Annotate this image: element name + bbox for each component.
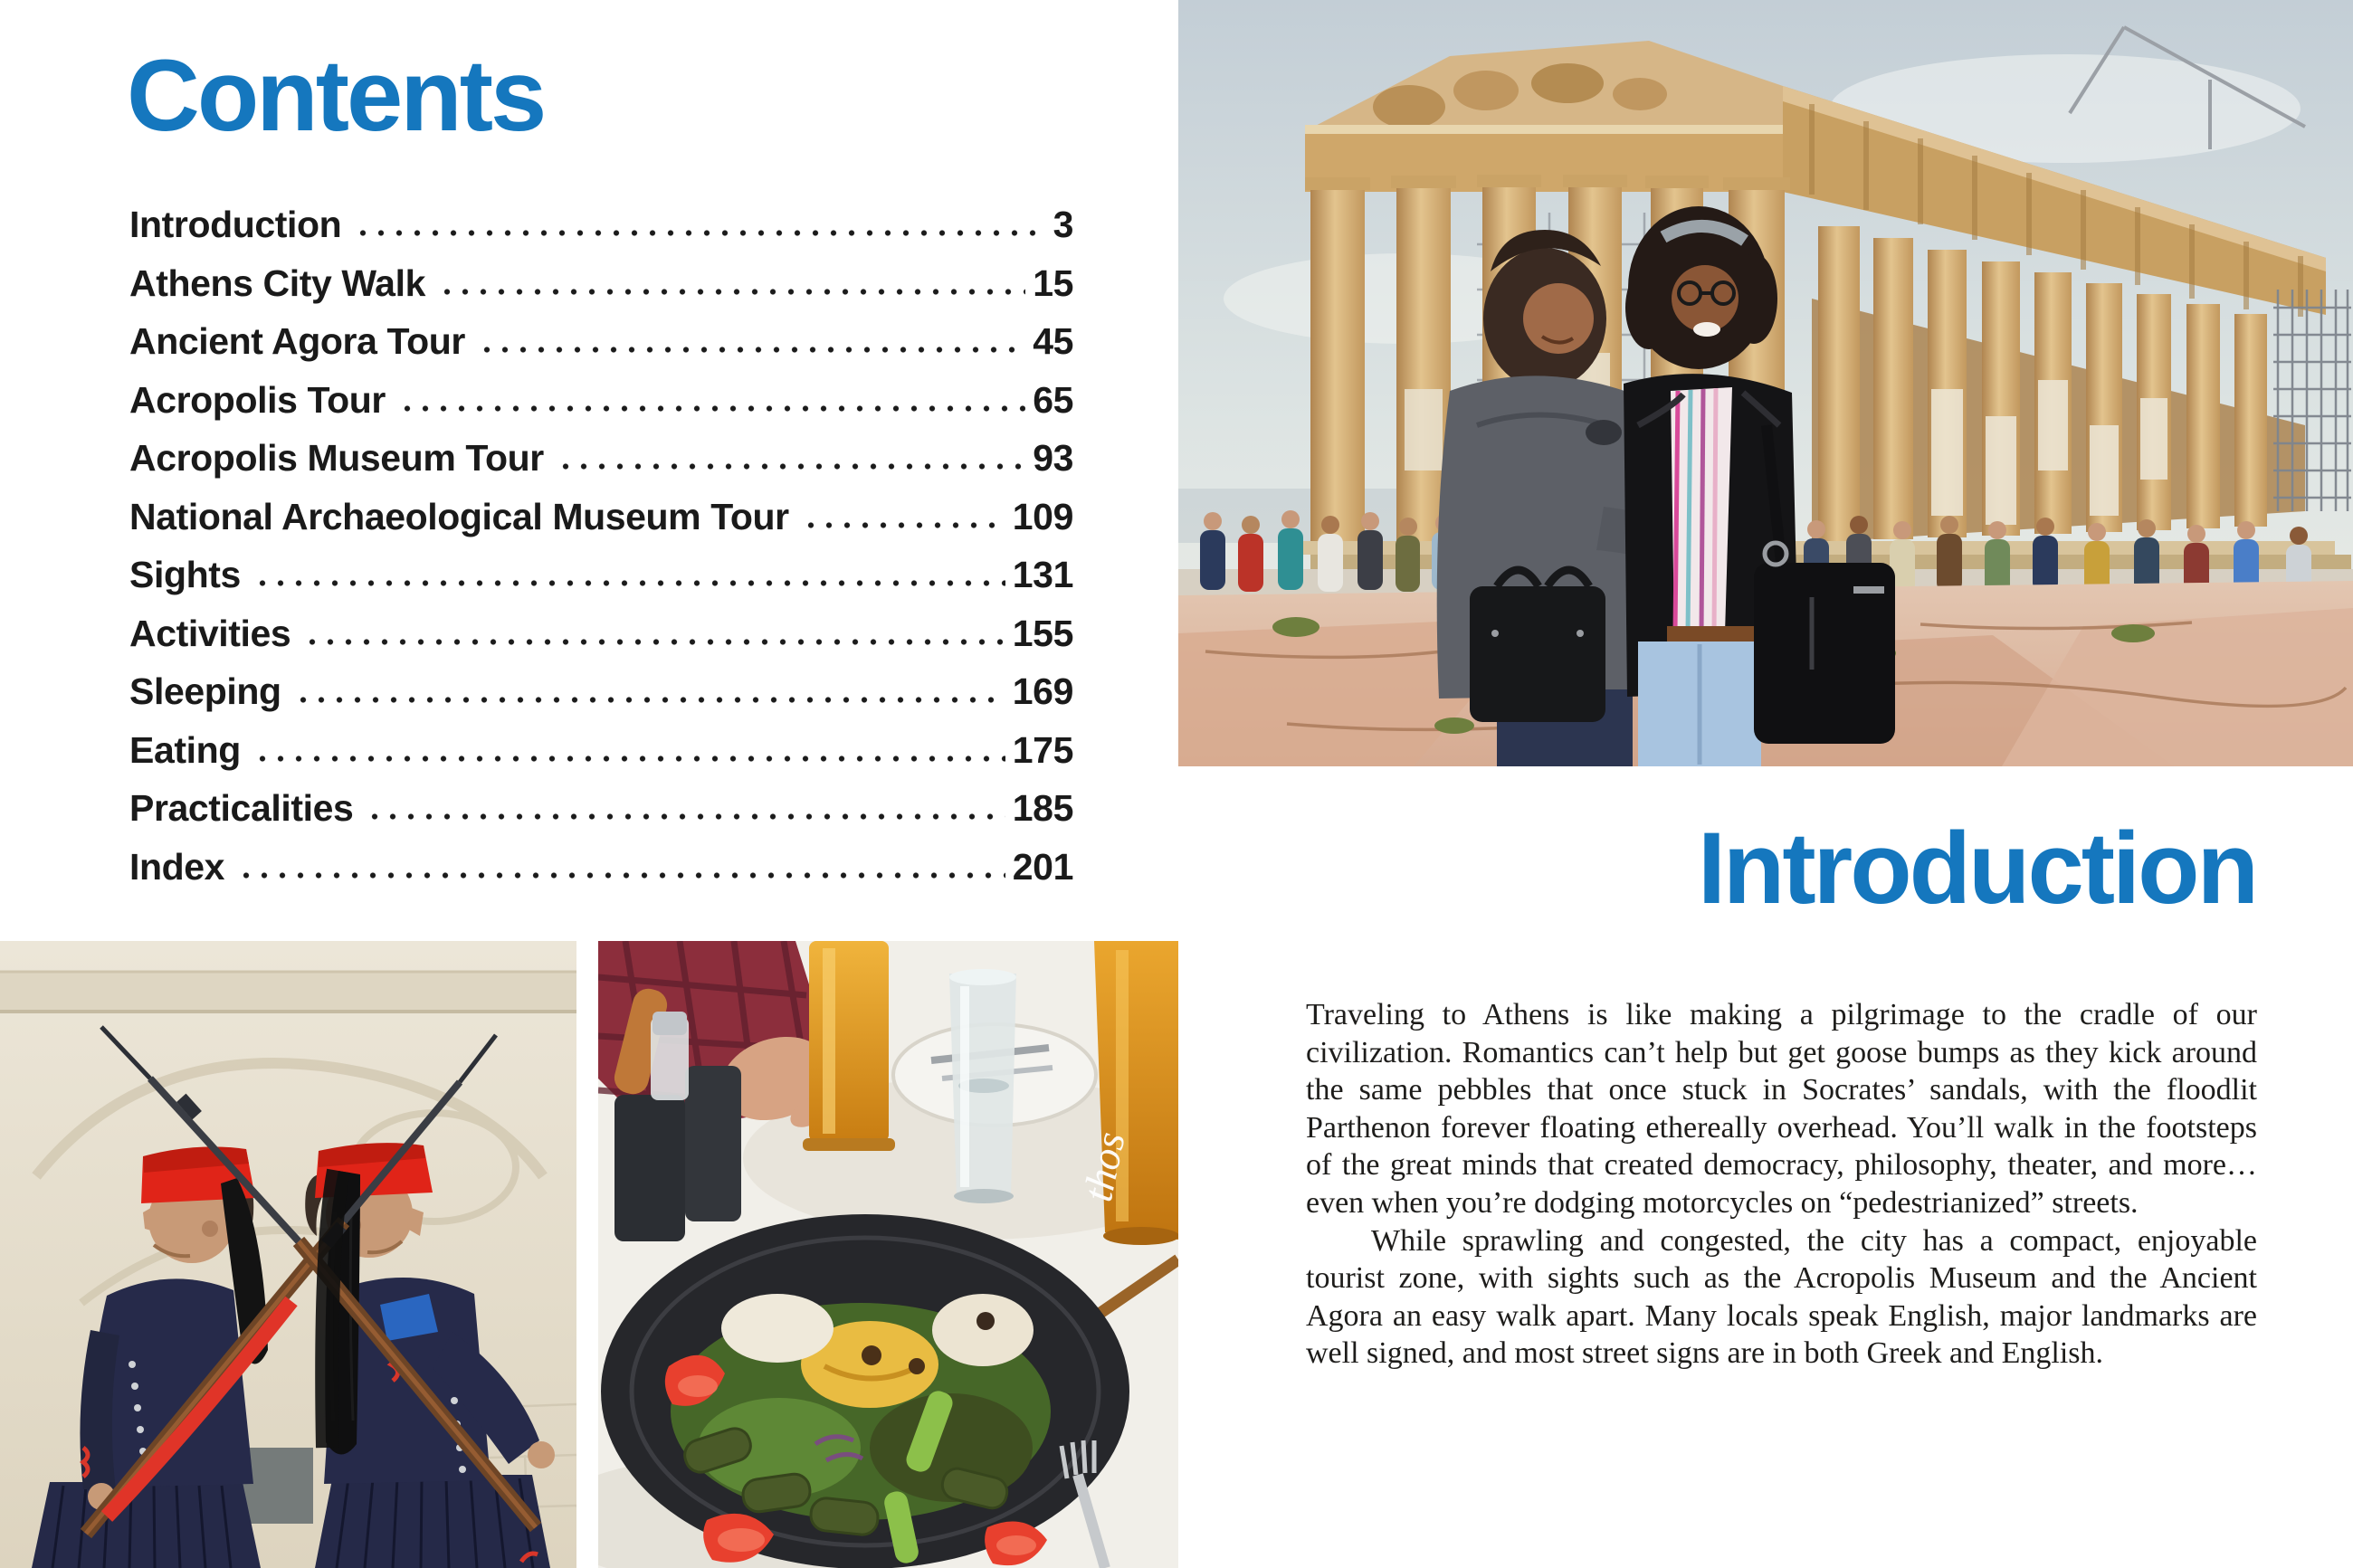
toc-label: Sleeping (129, 670, 281, 712)
toc-page-number: 3 (1053, 204, 1073, 245)
toc-page-number: 169 (1012, 670, 1073, 712)
dot-leader (352, 229, 1045, 237)
toc-row (129, 556, 1073, 594)
appetizer-plate (601, 1214, 1129, 1568)
toc-row (129, 206, 1073, 243)
toc-label: Eating (129, 728, 241, 771)
dot-leader (364, 813, 1005, 821)
dot-leader (252, 579, 1005, 587)
toc-label: Index (129, 845, 225, 888)
dot-leader (800, 521, 1005, 529)
toc-label: Acropolis Museum Tour (129, 437, 544, 479)
fez-tassel (327, 1171, 338, 1448)
dot-leader (292, 696, 1005, 704)
introduction-body (1306, 996, 2257, 1373)
toc-row (129, 787, 1073, 829)
dot-leader (396, 404, 1025, 413)
water-glass (949, 969, 1016, 1203)
parthenon-photo-art (1178, 0, 2353, 766)
toc-row (129, 612, 1073, 654)
toc-page-number: 109 (1012, 495, 1073, 537)
toc-page-number: 175 (1012, 728, 1073, 771)
dot-leader (436, 288, 1025, 296)
guards-photo (0, 941, 576, 1568)
dot-leader (555, 462, 1025, 470)
toc-row (129, 845, 1073, 888)
intro-paragraph-1: Traveling to Athens is like making a pilgrimage to the cradle of our civilization. Romantics can’t help but get goose bumps as they kick around the same pebbles that once stuck in Socrates’ sandals, with the floodlit Parthenon forever floating ethereally overhead. You’ll walk in the footsteps of the great minds that created democracy, philosophy, theater, and more…even when you’re dodging motorcycles on “pedestrianized” streets. (1306, 998, 2257, 1220)
toc-row (129, 378, 1073, 421)
toc-label: Sights (129, 554, 241, 595)
toc-label: National Archaeological Museum Tour (129, 495, 789, 537)
dot-leader (301, 638, 1005, 646)
toc-label: Ancient Agora Tour (129, 320, 465, 362)
introduction-title: Introduction (1697, 812, 2256, 925)
toc-page-number: 65 (1033, 378, 1073, 421)
toc-label: Acropolis Tour (129, 378, 386, 421)
toc-row (129, 437, 1073, 479)
toc-label: Practicalities (129, 787, 354, 829)
dot-leader (252, 755, 1005, 763)
handbag-icon (1470, 570, 1605, 722)
contents-list (129, 206, 1073, 907)
toc-row (129, 728, 1073, 771)
contents-title: Contents (127, 39, 545, 152)
beer-logo-text: thos (1073, 1127, 1134, 1206)
toc-row (129, 670, 1073, 712)
food-photo-art (598, 941, 1178, 1568)
toc-label: Activities (129, 612, 291, 654)
toc-page-number: 201 (1012, 845, 1073, 888)
toc-page-number: 45 (1033, 320, 1073, 362)
intro-paragraph-2: While sprawling and congested, the city has a compact, enjoyable tourist zone, with sights such as the Acropolis Museum and the Ancient Agora an easy walk apart. Many locals speak English, major landmarks are well signed, and most street signs are in both Greek and English. (1306, 1223, 2257, 1371)
toc-label: Introduction (129, 204, 342, 245)
dot-leader (476, 346, 1025, 354)
toc-page-number: 15 (1033, 261, 1073, 304)
toc-label: Athens City Walk (129, 261, 425, 304)
food-photo (598, 941, 1178, 1568)
toc-row (129, 495, 1073, 537)
dot-leader (235, 871, 1005, 879)
toc-page-number: 93 (1033, 437, 1073, 479)
toc-row (129, 261, 1073, 304)
toc-page-number: 155 (1012, 612, 1073, 654)
toc-row (129, 320, 1073, 362)
beer-glass-left (803, 941, 895, 1151)
parthenon-photo (1178, 0, 2353, 766)
toc-page-number: 185 (1012, 787, 1073, 829)
toc-page-number: 131 (1012, 554, 1073, 595)
guards-photo-art (0, 941, 576, 1568)
